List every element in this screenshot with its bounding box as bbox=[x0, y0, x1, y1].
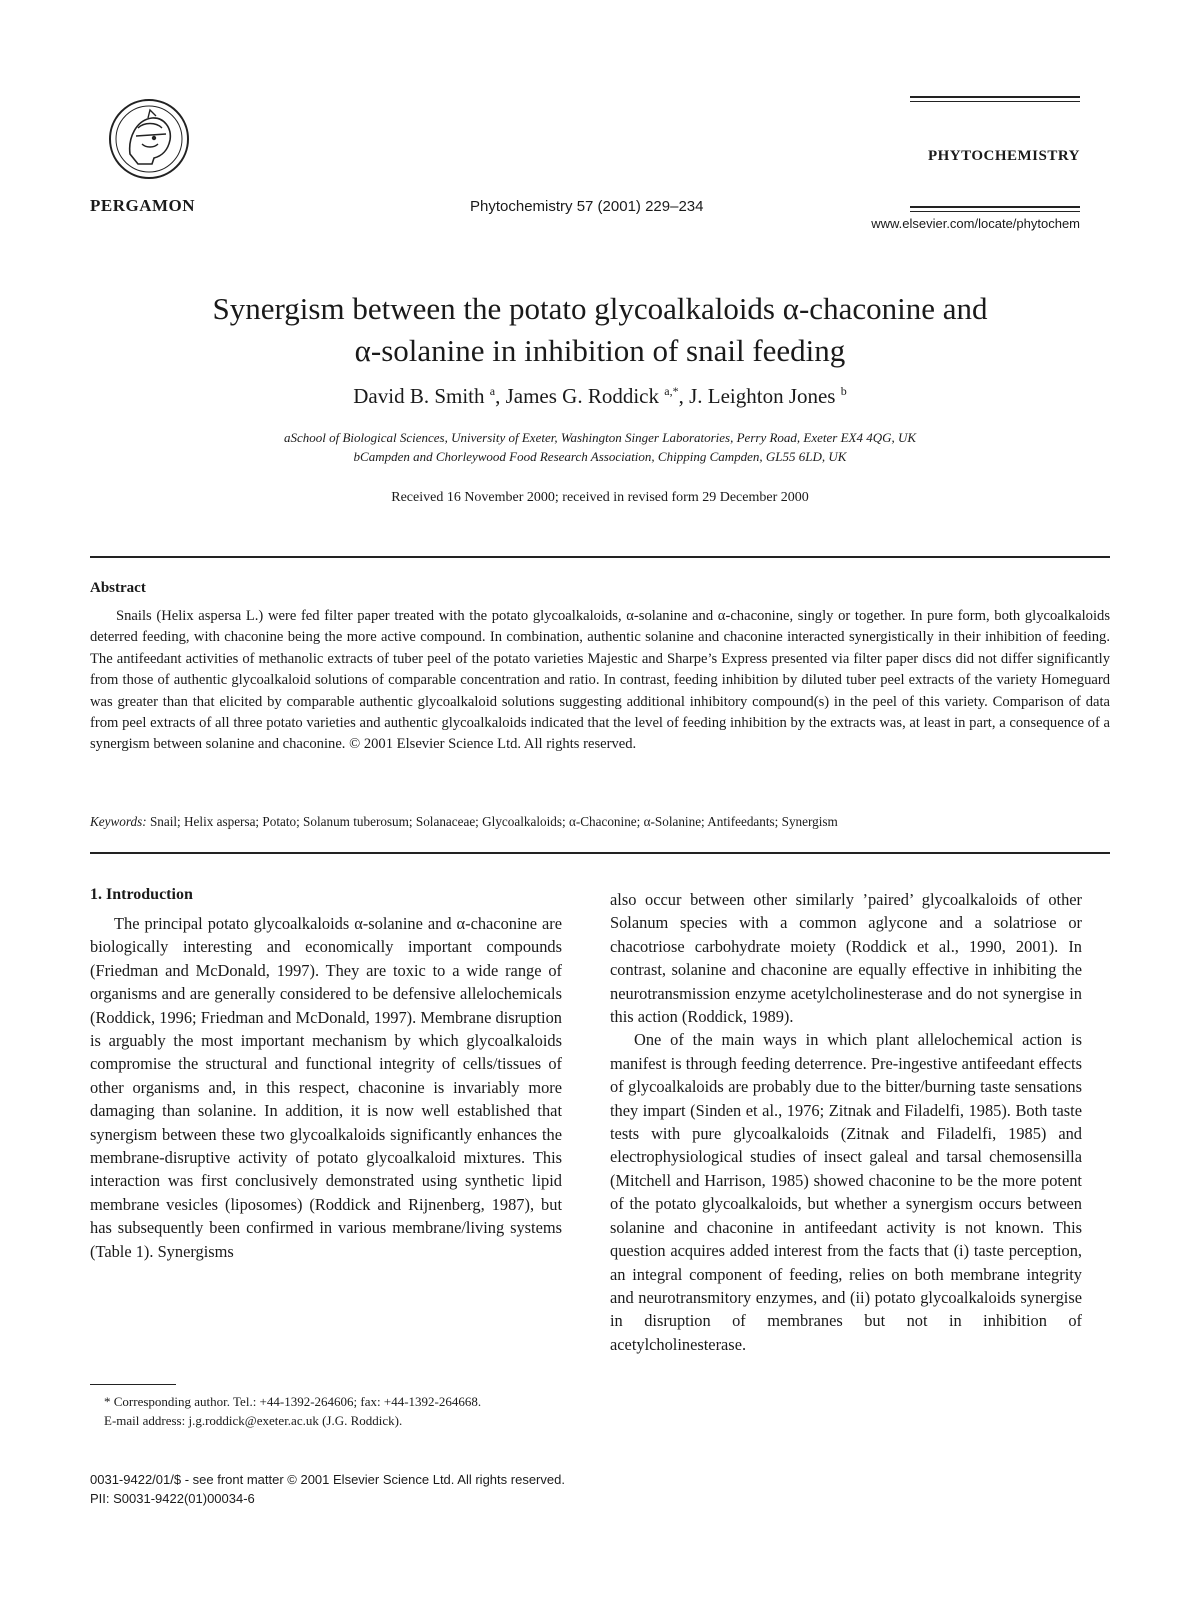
title-line-2: α-solanine in inhibition of snail feeding bbox=[354, 333, 846, 368]
author-list: David B. Smith $^a$, James G. Roddick $^{a,*}$, J. Leighton Jones $^b$ bbox=[353, 384, 847, 408]
author-roddick: James G. Roddick bbox=[505, 384, 659, 408]
header-rule-bottom bbox=[910, 206, 1080, 208]
author-smith: David B. Smith bbox=[353, 384, 485, 408]
section-heading-introduction: 1. Introduction bbox=[90, 886, 193, 903]
publisher-logo bbox=[108, 98, 190, 180]
title-line-1: Synergism between the potato glycoalkaloids α-chaconine and bbox=[212, 291, 988, 326]
intro-paragraph-2: One of the main ways in which plant allelochemical action is manifest is through feeding deterrence. Pre-ingestive antifeedant effects of glycoalkaloids are probably due to the bitter/burning taste sensations they impart (Sinden et al., 1976; Zitnak and Filadelfi, 1985). Both taste tests with pure glycoalkaloids (Zitnak and Filadelfi, 1985) and electrophysiological studies of insect galeal and tarsal chemosensilla (Mitchell and Harrison, 1985) showed chaconine to be the more potent of the potato glycoalkaloids, but whether a synergism occurs between solanine and chaconine in antifeedant activity is not known. This question acquires added interest from the facts that (i) taste perception, an integral component of feeding, relies on both membrane integrity and neurotransmitory enzymes, and (ii) potato glycoalkaloids synergise in disruption of membranes but not in inhibition of acetylcholinesterase. bbox=[610, 1030, 1082, 1354]
author-roddick-affil: a,* bbox=[664, 384, 679, 398]
email-note: E-mail address: j.g.roddick@exeter.ac.uk (J.G. Roddick). bbox=[104, 1413, 403, 1428]
copyright-block bbox=[90, 1470, 565, 1508]
keywords-list: Snail; Helix aspersa; Potato; Solanum tuberosum; Solanaceae; Glycoalkaloids; α-Chaconine; α-Solanine; Antifeedants; Synergism bbox=[149, 814, 838, 829]
keywords bbox=[90, 814, 1110, 830]
abstract-text: Snails (Helix aspersa L.) were fed filter paper treated with the potato glycoalkaloids, α-solanine and α-chaconine, singly or together. In pure form, both glycoalkaloids deterred feeding, with chaconine being the more active compound. In combination, authentic solanine and chaconine interacted synergistically in their inhibition of feeding. The antifeedant activities of methanolic extracts of tuber peel of the potato varieties Majestic and Sharpe’s Express presented via filter paper discs did not differ significantly from those of authentic glycoalkaloid solutions of comparable concentration and ratio. In contrast, feeding inhibition by diluted tuber peel extracts of the variety Homeguard was greater than that elicited by comparable authentic glycoalkaloid solutions suggesting additional inhibitory compound(s) in the peel of this variety. Comparison of data from peel extracts of all three potato varieties and authentic glycoalkaloids indicated that the level of feeding inhibition by the extracts was, at least in part, a consequence of a synergism between solanine and chaconine. © 2001 Elsevier Science Ltd. All rights reserved. bbox=[90, 608, 1110, 753]
intro-paragraph-1-continued: also occur between other similarly ’paired’ glycoalkaloids of other Solanum species with a common aglycone and a solatriose or chacotriose carbohydrate moiety (Roddick et al., 1990, 2001). In contrast, solanine and chaconine are equally effective in inhibiting the neurotransmission enzyme acetylcholinesterase and do not synergise in this action (Roddick, 1989). bbox=[610, 890, 1082, 1027]
received-dates: Received 16 November 2000; received in revised form 29 December 2000 bbox=[391, 490, 809, 505]
abstract-heading: Abstract bbox=[90, 580, 146, 596]
abstract-top-rule bbox=[90, 556, 1110, 558]
pii-line: PII: S0031-9422(01)00034-6 bbox=[90, 1491, 255, 1506]
author-jones-affil: b bbox=[840, 384, 847, 398]
footnote bbox=[90, 1392, 562, 1430]
publisher-name: PERGAMON bbox=[90, 196, 196, 215]
issn-line: 0031-9422/01/$ - see front matter © 2001 Elsevier Science Ltd. All rights reserved. bbox=[90, 1472, 565, 1487]
journal-citation: Phytochemistry 57 (2001) 229–234 bbox=[470, 198, 704, 215]
journal-name: PHYTOCHEMISTRY bbox=[927, 148, 1080, 164]
paper-title bbox=[0, 288, 1200, 372]
header-rule-top bbox=[910, 96, 1080, 98]
journal-url[interactable]: www.elsevier.com/locate/phytochem bbox=[871, 216, 1080, 231]
affiliation-b: bCampden and Chorleywood Food Research Association, Chipping Campden, GL55 6LD, UK bbox=[353, 449, 847, 464]
corresponding-author-note: * Corresponding author. Tel.: +44-1392-264606; fax: +44-1392-264668. bbox=[104, 1394, 482, 1409]
intro-paragraph-1: The principal potato glycoalkaloids α-solanine and α-chaconine are biologically interesting and economically important compounds (Friedman and McDonald, 1997). They are toxic to a wide range of organisms and are generally considered to be defensive allelochemicals (Roddick, 1996; Friedman and McDonald, 1997). Membrane disruption is arguably the most important mechanism by which glycoalkaloids compromise the structural and functional integrity of cells/tissues of other organisms and, in this respect, chaconine is invariably more damaging than solanine. In addition, it is now well established that synergism between these two glycoalkaloids significantly enhances the membrane-disruptive activity of potato glycoalkaloid mixtures. This interaction was first conclusively demonstrated using synthetic lipid membrane vesicles (liposomes) (Roddick and Rijnenberg, 1987), but has subsequently been confirmed in various membrane/living systems (Table 1). Synergisms bbox=[90, 914, 562, 1261]
column-left bbox=[90, 912, 562, 1263]
affiliations bbox=[0, 428, 1200, 466]
author-smith-affil: a bbox=[489, 384, 496, 398]
affiliation-a: aSchool of Biological Sciences, University of Exeter, Washington Singer Laboratories, Perry Road, Exeter EX4 4QG, UK bbox=[283, 430, 917, 445]
column-right bbox=[610, 888, 1082, 1356]
header-rule-top2 bbox=[910, 101, 1080, 102]
keywords-label: Keywords: bbox=[90, 814, 147, 829]
author-jones: J. Leighton Jones bbox=[689, 384, 836, 408]
abstract-bottom-rule bbox=[90, 852, 1110, 854]
footnote-rule bbox=[90, 1384, 176, 1385]
header-rule-bottom2 bbox=[910, 211, 1080, 212]
